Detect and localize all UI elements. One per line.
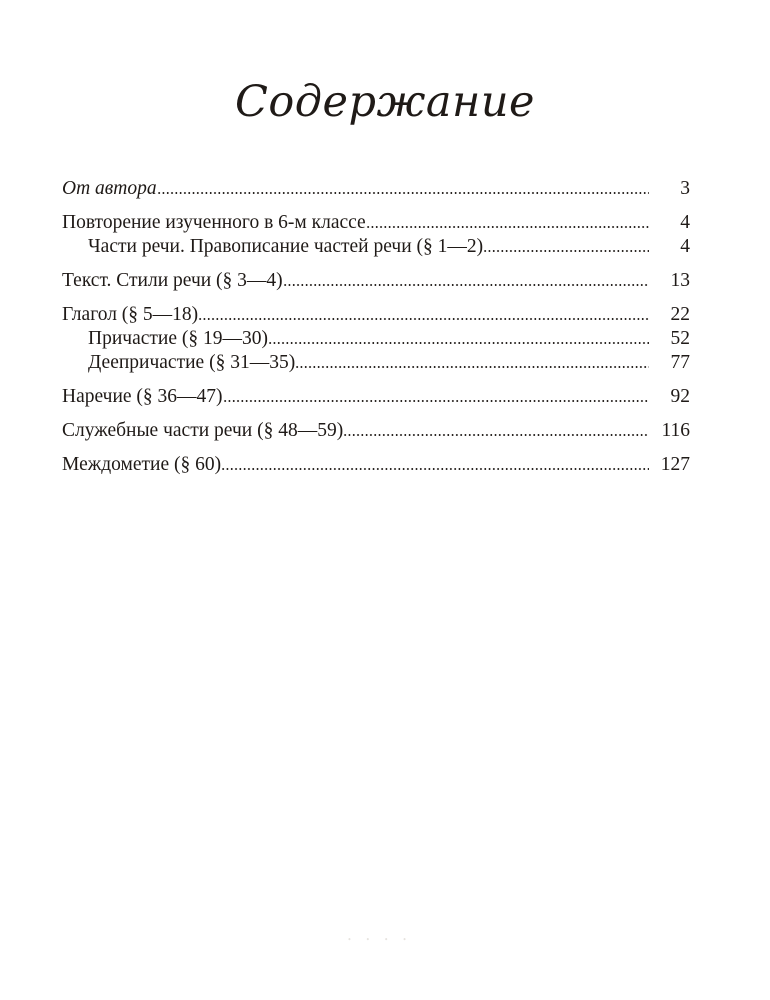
toc-entry-label: Глагол (§ 5—18) [62, 304, 199, 325]
dot-leader [223, 398, 649, 404]
table-of-contents [62, 177, 690, 477]
toc-entry[interactable] [62, 235, 690, 259]
toc-entry-label: Служебные части речи (§ 48—59) [62, 420, 344, 441]
dot-leader [198, 316, 649, 322]
toc-entry[interactable] [62, 177, 690, 201]
toc-entry[interactable] [62, 351, 690, 375]
toc-entry[interactable] [62, 303, 690, 327]
toc-entry-page: 4 [680, 236, 690, 257]
dot-leader [343, 432, 649, 438]
toc-entry-page: 4 [680, 212, 690, 233]
dot-leader [157, 190, 649, 196]
toc-entry-label: Междометие (§ 60) [62, 454, 222, 475]
toc-entry-label: Деепричастие (§ 31—35) [88, 352, 296, 373]
toc-entry[interactable] [62, 453, 690, 477]
toc-entry-label: Причастие (§ 19—30) [88, 328, 268, 349]
toc-entry-label: Текст. Стили речи (§ 3—4) [62, 270, 283, 291]
dot-leader [221, 466, 649, 472]
toc-entry[interactable] [62, 419, 690, 443]
toc-entry-page: 127 [660, 454, 690, 475]
toc-entry-page: 3 [680, 178, 690, 199]
toc-entry-label: Части речи. Правописание частей речи (§ 1—2) [88, 236, 484, 257]
toc-entry-page: 92 [670, 386, 690, 407]
toc-entry-label: Повторение изученного в 6-м классе [62, 212, 366, 233]
toc-entry[interactable] [62, 327, 690, 351]
dot-leader [483, 248, 649, 254]
dot-leader [268, 340, 649, 346]
page-title: Содержание [235, 77, 535, 127]
toc-entry-page: 22 [670, 304, 690, 325]
toc-entry-page: 52 [670, 328, 690, 349]
dot-leader [283, 282, 649, 288]
toc-entry-page: 77 [670, 352, 690, 373]
dot-leader [366, 224, 649, 230]
dot-leader [295, 364, 649, 370]
toc-entry-page: 116 [661, 420, 690, 441]
toc-entry-label: От автора [62, 178, 157, 199]
footer-ornament: • • • • [347, 936, 413, 944]
toc-entry[interactable] [62, 385, 690, 409]
toc-entry-label: Наречие (§ 36—47) [62, 386, 223, 407]
toc-entry[interactable] [62, 269, 690, 293]
toc-entry-page: 13 [670, 270, 690, 291]
toc-entry[interactable] [62, 211, 690, 235]
